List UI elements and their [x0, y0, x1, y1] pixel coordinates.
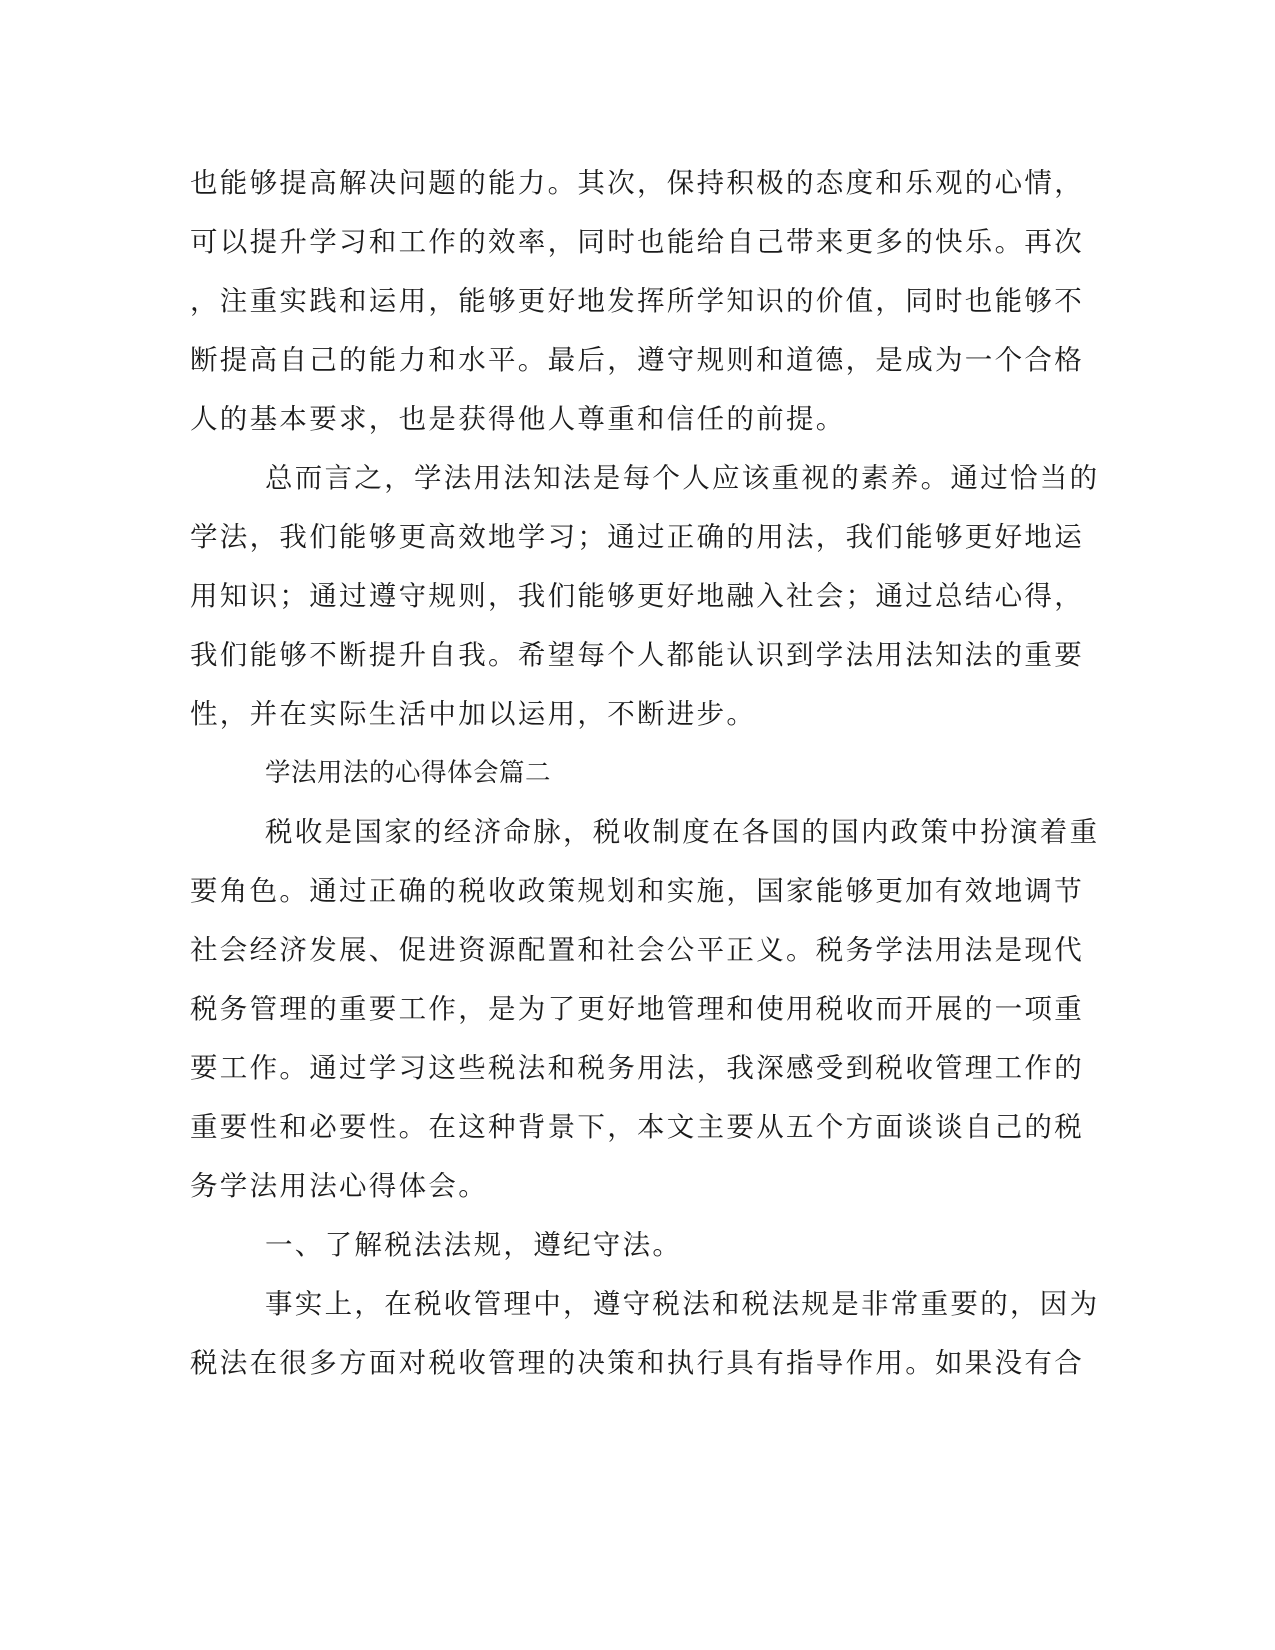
paragraph-first-line: 总而言之，学法用法知法是每个人应该重视的素养。通过恰当的 [265, 462, 1100, 494]
text-line: 学法，我们能够更高效地学习；通过正确的用法，我们能够更好地运 [190, 521, 1084, 553]
text-line: 重要性和必要性。在这种背景下，本文主要从五个方面谈谈自己的税 [190, 1111, 1084, 1143]
section-heading: 学法用法的心得体会篇二 [265, 758, 552, 788]
text-line: 要角色。通过正确的税收政策规划和实施，国家能够更加有效地调节 [190, 875, 1084, 907]
paragraph-first-line: 税收是国家的经济命脉，税收制度在各国的国内政策中扮演着重 [265, 816, 1100, 848]
text-line: 社会经济发展、促进资源配置和社会公平正义。税务学法用法是现代 [190, 934, 1084, 966]
paragraph-first-line: 事实上，在税收管理中，遵守税法和税法规是非常重要的，因为 [265, 1288, 1100, 1320]
subsection-heading: 一、了解税法法规，遵纪守法。 [265, 1229, 683, 1261]
text-line: 用知识；通过遵守规则，我们能够更好地融入社会；通过总结心得， [190, 580, 1084, 612]
text-line: 要工作。通过学习这些税法和税务用法，我深感受到税收管理工作的 [190, 1052, 1084, 1084]
text-line: 我们能够不断提升自我。希望每个人都能认识到学法用法知法的重要 [190, 639, 1084, 671]
text-line: 也能够提高解决问题的能力。其次，保持积极的态度和乐观的心情， [190, 167, 1084, 199]
text-line: 可以提升学习和工作的效率，同时也能给自己带来更多的快乐。再次 [190, 226, 1084, 258]
text-line: 性，并在实际生活中加以运用，不断进步。 [190, 698, 757, 730]
text-line: 人的基本要求，也是获得他人尊重和信任的前提。 [190, 403, 846, 435]
text-line: 税法在很多方面对税收管理的决策和执行具有指导作用。如果没有合 [190, 1347, 1084, 1379]
text-line: 务学法用法心得体会。 [190, 1170, 488, 1202]
text-line: ，注重实践和运用，能够更好地发挥所学知识的价值，同时也能够不 [190, 285, 1084, 317]
text-line: 断提高自己的能力和水平。最后，遵守规则和道德，是成为一个合格 [190, 344, 1084, 376]
text-line: 税务管理的重要工作，是为了更好地管理和使用税收而开展的一项重 [190, 993, 1084, 1025]
